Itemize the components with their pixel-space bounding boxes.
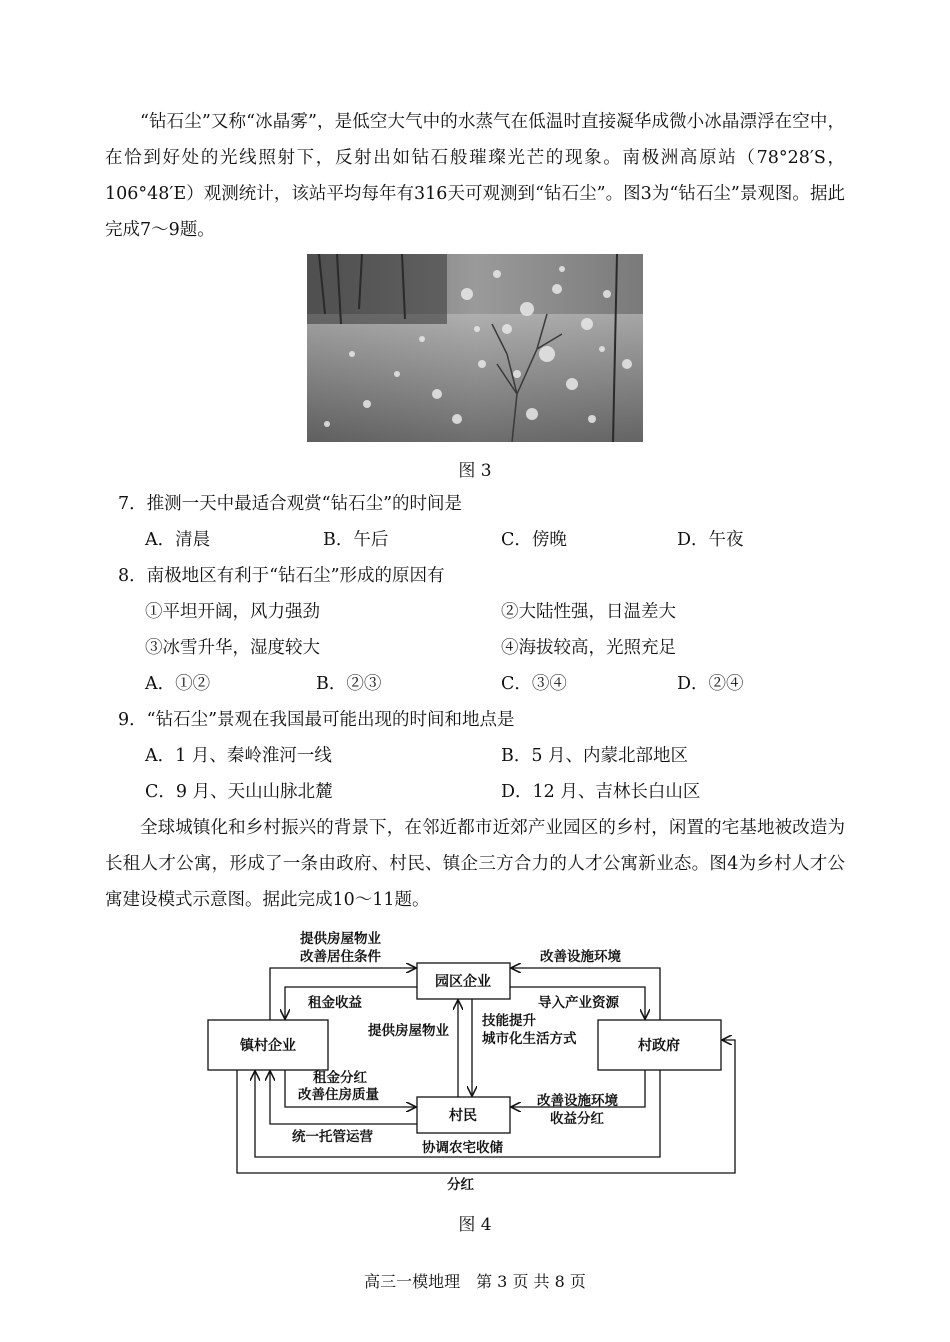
label-unified-management: 统一托管运营: [292, 1129, 373, 1145]
diamond-dust-image: [307, 254, 643, 442]
rural-apartment-model-diagram: [200, 925, 745, 1195]
label-rent-income: 租金收益: [308, 995, 362, 1011]
label-improve-living: 改善居住条件: [300, 949, 381, 965]
q7-option-a: A．清晨: [145, 530, 211, 550]
label-improve-facility-bottom: 改善设施环境: [537, 1093, 618, 1109]
q8-option-c: C．③④: [501, 674, 567, 694]
node-villager: 村民: [449, 1108, 477, 1124]
figure-4-caption: 图 4: [458, 1215, 492, 1235]
q8-item-1: ①平坦开阔，风力强劲: [145, 602, 320, 622]
q9-option-c: C．9 月、天山山脉北麓: [145, 782, 333, 802]
label-provide-property-center: 提供房屋物业: [368, 1023, 449, 1039]
page-footer: 高三一模地理 第 3 页 共 8 页: [364, 1272, 586, 1291]
label-improve-facility-top: 改善设施环境: [540, 949, 621, 965]
node-park: 园区企业: [435, 974, 491, 990]
q9-option-b: B．5 月、内蒙北部地区: [501, 746, 689, 766]
q8-option-a: A．①②: [145, 674, 211, 694]
label-provide-property-top: 提供房屋物业: [300, 931, 381, 947]
q8-item-2: ②大陆性强，日温差大: [501, 602, 676, 622]
diamond-dust-photo: [307, 254, 643, 442]
question-7-stem: 7．推测一天中最适合观赏“钻石尘”的时间是: [118, 494, 463, 514]
intro-paragraph-1: “钻石尘”又称“冰晶雾”，是低空大气中的水蒸气在低温时直接凝华成微小冰晶漂浮在空中，在恰到好处的光线照射下，反射出如钻石般璀璨光芒的现象。南极洲高原站（78°28′S，106°48′E）观测统计，该站平均每年有316天可观测到“钻石尘”。图3为“钻石尘”景观图。据此完成7～9题。: [105, 112, 845, 240]
q8-option-d: D．②④: [677, 674, 744, 694]
node-gov: 村政府: [638, 1038, 680, 1054]
label-income-dividend: 收益分红: [550, 1111, 604, 1127]
q9-option-a: A．1 月、秦岭淮河一线: [145, 746, 332, 766]
q9-option-d: D．12 月、吉林长白山区: [501, 782, 701, 802]
q8-option-b: B．②③: [316, 674, 382, 694]
node-town: 镇村企业: [240, 1038, 296, 1054]
label-coordinate-storage: 协调农宅收储: [422, 1140, 503, 1156]
q7-option-d: D．午夜: [677, 530, 744, 550]
label-improve-housing: 改善住房质量: [298, 1087, 379, 1103]
q8-item-4: ④海拔较高，光照充足: [501, 638, 676, 658]
q7-option-b: B．午后: [323, 530, 389, 550]
q7-option-c: C．傍晚: [501, 530, 567, 550]
question-8-stem: 8．南极地区有利于“钻石尘”形成的原因有: [118, 566, 445, 586]
label-import-resources: 导入产业资源: [538, 995, 619, 1011]
label-urban-lifestyle: 城市化生活方式: [482, 1031, 577, 1047]
diagram-svg: [200, 925, 745, 1195]
question-9-stem: 9．“钻石尘”景观在我国最可能出现的时间和地点是: [118, 710, 515, 730]
intro-paragraph-2: 全球城镇化和乡村振兴的背景下，在邻近都市近郊产业园区的乡村，闲置的宅基地被改造为长租人才公寓，形成了一条由政府、村民、镇企三方合力的人才公寓新业态。图4为乡村人才公寓建设模式示意图。据此完成10～11题。: [105, 818, 845, 910]
label-rent-dividend: 租金分红: [313, 1070, 367, 1086]
label-skill-improve: 技能提升: [482, 1013, 536, 1029]
q8-item-3: ③冰雪升华，湿度较大: [145, 638, 320, 658]
figure-3-caption: 图 3: [458, 461, 492, 481]
label-dividend: 分红: [447, 1177, 474, 1193]
